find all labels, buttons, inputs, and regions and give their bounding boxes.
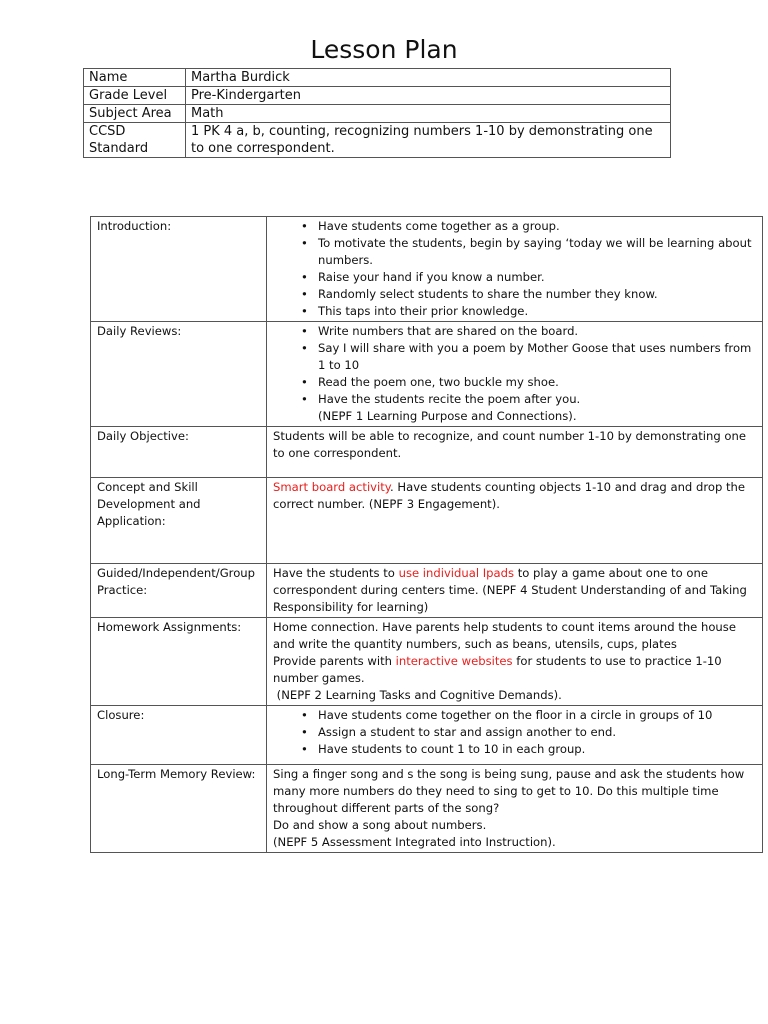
list-item: • Assign a student to star and assign another to end. (318, 724, 758, 741)
info-label: CCSD Standard (84, 123, 186, 158)
row-label: Guided/Independent/Group Practice: (91, 564, 267, 618)
info-row-standard (84, 123, 671, 158)
concept-text: . Have students counting objects 1-10 and drag and drop the correct number. (NEPF 3 Engagement). (273, 480, 746, 511)
info-value: Math (186, 105, 671, 123)
list-item: • Raise your hand if you know a number. (318, 269, 758, 286)
list-item: • Have students come together as a group. (318, 218, 758, 235)
row-content (267, 765, 763, 853)
row-introduction (91, 217, 763, 322)
info-value: Pre-Kindergarten (186, 87, 671, 105)
row-closure (91, 706, 763, 765)
long-term-line: Sing a finger song and s the song is being sung, pause and ask the students how many more numbers do they need to sing to get to 10. Do this multiple time throughout different parts of the song? (273, 767, 745, 815)
info-value: 1 PK 4 a, b, counting, recognizing numbers 1-10 by demonstrating one to one correspondent. (186, 123, 671, 158)
row-homework (91, 618, 763, 706)
list-item: • Have the students recite the poem after you. (318, 391, 758, 408)
guided-text-before: Have the students to (273, 566, 399, 580)
row-content (267, 706, 763, 765)
row-label: Concept and Skill Development and Application: (91, 478, 267, 564)
info-row-subject (84, 105, 671, 123)
row-label: Long-Term Memory Review: (91, 765, 267, 853)
row-label: Closure: (91, 706, 267, 765)
row-content (267, 618, 763, 706)
long-term-line: Do and show a song about numbers. (273, 818, 487, 832)
bullet-list (273, 218, 758, 320)
list-item: • Write numbers that are shared on the board. (318, 323, 758, 340)
row-content (267, 478, 763, 564)
ipads-link[interactable]: use individual Ipads (398, 566, 515, 580)
info-table (83, 68, 671, 158)
homework-line: Home connection. Have parents help students to count items around the house and write the quantity numbers, such as beans, utensils, cups, plates (273, 620, 736, 651)
interactive-websites-link[interactable]: interactive websites (395, 654, 513, 668)
row-content (267, 217, 763, 322)
guided-text-after: to play a game about one to one correspondent during centers time. (NEPF 4 Student Understanding of and Taking Responsibility for learning) (273, 566, 747, 614)
page-title: Lesson Plan (310, 35, 458, 64)
row-label: Daily Objective: (91, 427, 267, 478)
row-content (267, 564, 763, 618)
row-label: Daily Reviews: (91, 322, 267, 427)
lesson-plan-table (90, 216, 763, 853)
row-label: Introduction: (91, 217, 267, 322)
list-item: • Have students to count 1 to 10 in each group. (318, 741, 758, 758)
row-content (267, 322, 763, 427)
row-daily-objective (91, 427, 763, 478)
bullet-list (273, 707, 758, 758)
row-long-term-memory (91, 765, 763, 853)
info-value: Martha Burdick (186, 69, 671, 87)
info-row-name (84, 69, 671, 87)
bullet-list (273, 323, 758, 408)
nepf-note: (NEPF 1 Learning Purpose and Connections). (318, 409, 577, 423)
nepf-note: (NEPF 2 Learning Tasks and Cognitive Demands). (273, 688, 562, 702)
row-guided-practice (91, 564, 763, 618)
list-item: • Read the poem one, two buckle my shoe. (318, 374, 758, 391)
info-label: Grade Level (84, 87, 186, 105)
row-content: Students will be able to recognize, and count number 1-10 by demonstrating one to one correspondent. (267, 427, 763, 478)
info-row-grade (84, 87, 671, 105)
nepf-note: (NEPF 5 Assessment Integrated into Instruction). (273, 835, 556, 849)
list-item: • Have students come together on the floor in a circle in groups of 10 (318, 707, 758, 724)
info-label: Subject Area (84, 105, 186, 123)
list-item: • Randomly select students to share the number they know. (318, 286, 758, 303)
info-label: Name (84, 69, 186, 87)
smart-board-link[interactable]: Smart board activity (273, 480, 391, 494)
row-label: Homework Assignments: (91, 618, 267, 706)
list-item: • To motivate the students, begin by saying ‘today we will be learning about numbers. (318, 235, 758, 269)
row-daily-reviews (91, 322, 763, 427)
list-item: • Say I will share with you a poem by Mother Goose that uses numbers from 1 to 10 (318, 340, 758, 374)
homework-text-after: for students to use to practice 1-10 number games. (273, 654, 722, 685)
homework-text-before: Provide parents with (273, 654, 396, 668)
row-concept (91, 478, 763, 564)
list-item: • This taps into their prior knowledge. (318, 303, 758, 320)
homework-line (273, 653, 758, 687)
